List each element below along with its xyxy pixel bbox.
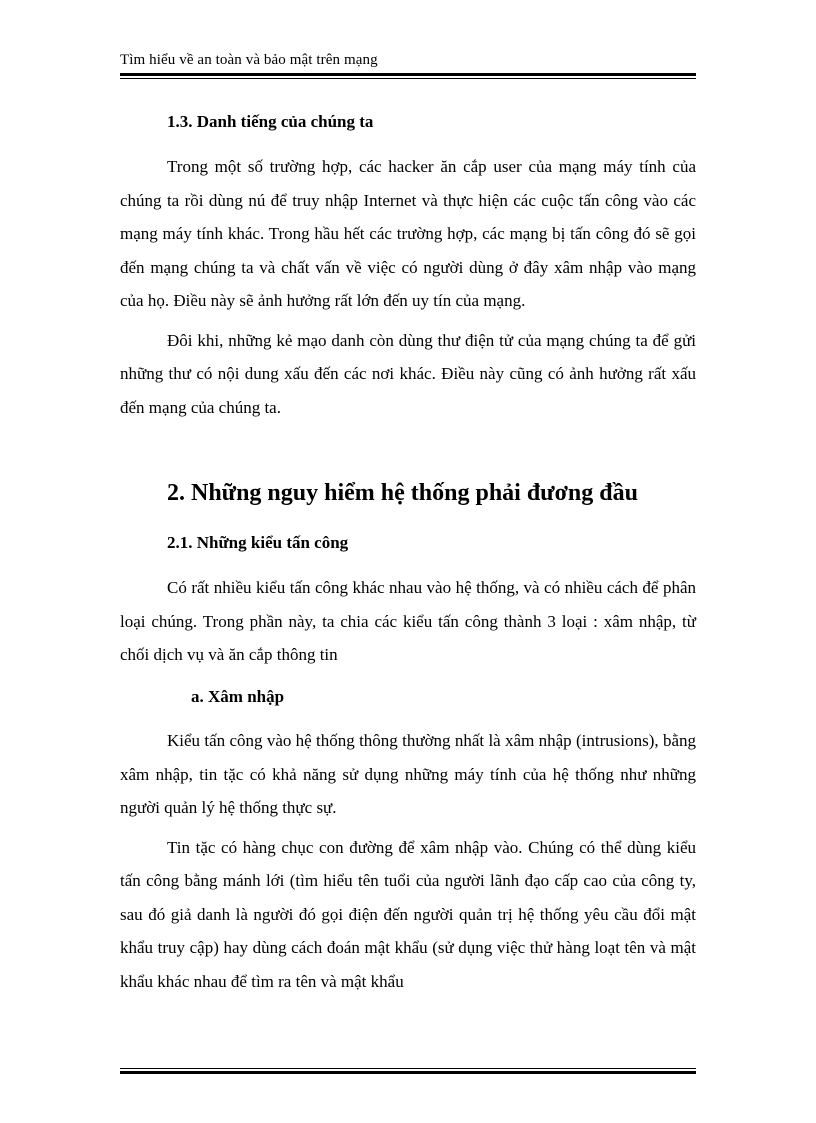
- body-block-1-3: [120, 150, 696, 424]
- paragraph: Có rất nhiều kiểu tấn công khác nhau vào hệ thống, và có nhiều cách để phân loại chúng. Trong phần này, ta chia các kiểu tấn công thành 3 loại : xâm nhập, từ chối dịch vụ và ăn cắp thông tin: [120, 578, 696, 664]
- body-block-2-1: [120, 571, 696, 672]
- paragraph: Đôi khi, những kẻ mạo danh còn dùng thư điện tử của mạng chúng ta để gửi những thư có nội dung xấu đến các nơi khác. Điều này cũng có ảnh hưởng rất xấu đến mạng của chúng ta.: [120, 330, 696, 417]
- footer-rule-thin: [120, 1068, 696, 1069]
- running-header: Tìm hiểu về an toàn và bảo mật trên mạng: [120, 52, 378, 68]
- paragraph: Trong một số trường hợp, các hacker ăn cắp user của mạng máy tính của chúng ta rồi dùng nú để truy nhập Internet và thực hiện các cuộc tấn công vào các mạng máy tính khác. Trong hầu hết các trường hợp, các mạng bị tấn công đó sẽ gọi đến mạng chúng ta và chất vấn về việc có người dùng ở đây xâm nhập vào mạng của họ. Điều này sẽ ảnh hưởng rất lớn đến uy tín của mạng.: [120, 157, 696, 310]
- footer-rule-thick: [120, 1071, 696, 1074]
- heading-a: a. Xâm nhập: [191, 687, 285, 706]
- heading-1-3: 1.3. Danh tiếng của chúng ta: [167, 112, 374, 131]
- paragraph: Tin tặc có hàng chục con đường để xâm nhập vào. Chúng có thể dùng kiểu tấn công bằng mánh lới (tìm hiểu tên tuổi của người lãnh đạo cấp cao của công ty, sau đó giả danh là người đó gọi điện đến người quản trị hệ thống yêu cầu đổi mật khẩu truy cập) hay dùng cách đoán mật khẩu (sử dụng việc thử hàng loạt tên và mật khẩu khác nhau để tìm ra tên và mật khẩu: [120, 837, 696, 991]
- body-block-a: [120, 724, 696, 998]
- paragraph: Kiểu tấn công vào hệ thống thông thường nhất là xâm nhập (intrusions), bằng xâm nhập, tin tặc có khả năng sử dụng những máy tính của hệ thống như những người quản lý hệ thống thực sự.: [120, 731, 696, 817]
- header-rule-thick: [120, 73, 696, 76]
- heading-2: 2. Những nguy hiểm hệ thống phải đương đầu: [167, 480, 638, 506]
- heading-2-1: 2.1. Những kiểu tấn công: [167, 533, 349, 552]
- header-rule-thin: [120, 78, 696, 79]
